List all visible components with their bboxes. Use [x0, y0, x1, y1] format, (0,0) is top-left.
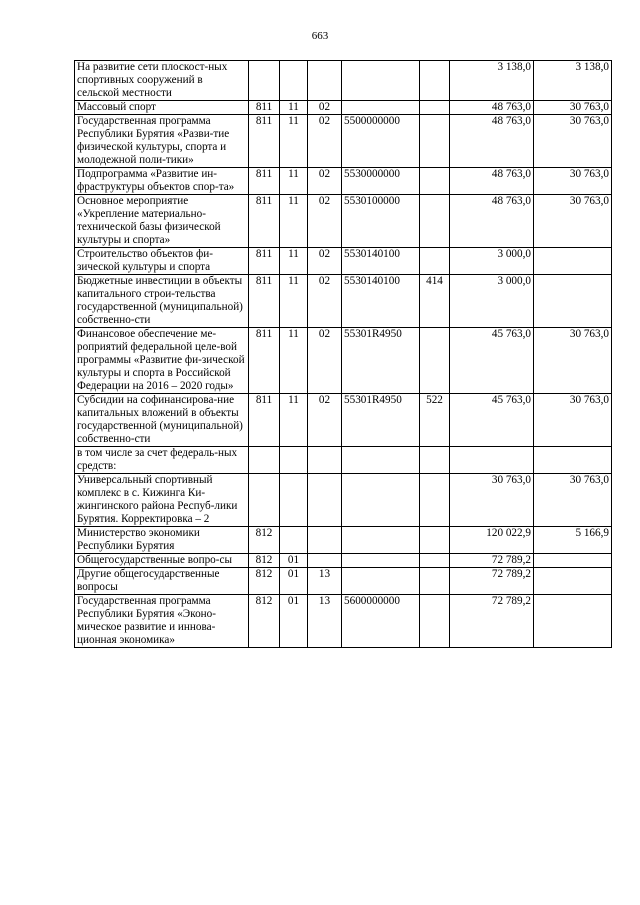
subsection-code-cell: 13 [308, 568, 342, 595]
table-row [75, 394, 612, 447]
amount-cell-2: 30 763,0 [534, 474, 612, 527]
amount-cell-2 [534, 275, 612, 328]
expense-type-cell [420, 195, 450, 248]
expense-type-cell [420, 248, 450, 275]
target-article-cell [342, 527, 420, 554]
section-code-cell: 11 [280, 328, 308, 394]
section-code-cell: 01 [280, 595, 308, 648]
amount-cell-2: 30 763,0 [534, 101, 612, 115]
expense-type-cell: 414 [420, 275, 450, 328]
section-code-cell: 11 [280, 275, 308, 328]
expense-type-cell [420, 568, 450, 595]
amount-cell-1: 3 000,0 [450, 248, 534, 275]
ministry-code-cell: 811 [249, 195, 280, 248]
row-name-cell: Министерство экономики Республики Бурятия [75, 527, 249, 554]
subsection-code-cell: 02 [308, 248, 342, 275]
subsection-code-cell: 02 [308, 168, 342, 195]
table-row [75, 527, 612, 554]
subsection-code-cell: 02 [308, 275, 342, 328]
expense-type-cell [420, 474, 450, 527]
budget-table [74, 60, 612, 648]
ministry-code-cell: 812 [249, 554, 280, 568]
subsection-code-cell: 02 [308, 394, 342, 447]
section-code-cell: 11 [280, 248, 308, 275]
target-article-cell: 55301R4950 [342, 394, 420, 447]
amount-cell-2: 30 763,0 [534, 394, 612, 447]
ministry-code-cell: 811 [249, 394, 280, 447]
table-row [75, 554, 612, 568]
target-article-cell: 5600000000 [342, 595, 420, 648]
section-code-cell [280, 447, 308, 474]
target-article-cell: 5530100000 [342, 195, 420, 248]
expense-type-cell [420, 101, 450, 115]
amount-cell-1: 48 763,0 [450, 168, 534, 195]
table-row [75, 101, 612, 115]
section-code-cell [280, 474, 308, 527]
section-code-cell: 11 [280, 168, 308, 195]
section-code-cell [280, 61, 308, 101]
amount-cell-1: 48 763,0 [450, 115, 534, 168]
table-row [75, 61, 612, 101]
expense-type-cell [420, 328, 450, 394]
ministry-code-cell: 812 [249, 595, 280, 648]
table-row [75, 595, 612, 648]
table-row [75, 328, 612, 394]
table-row [75, 568, 612, 595]
ministry-code-cell: 812 [249, 527, 280, 554]
amount-cell-1: 45 763,0 [450, 394, 534, 447]
row-name-cell: Общегосударственные вопро-сы [75, 554, 249, 568]
expense-type-cell [420, 554, 450, 568]
section-code-cell: 11 [280, 394, 308, 447]
row-name-cell: Субсидии на софинансирова-ние капитальных вложений в объекты государственной (муниципальной) собственно-сти [75, 394, 249, 447]
row-name-cell: Основное мероприятие «Укрепление материально-технической базы физической культуры и спорта» [75, 195, 249, 248]
section-code-cell: 11 [280, 101, 308, 115]
target-article-cell [342, 554, 420, 568]
target-article-cell [342, 568, 420, 595]
subsection-code-cell [308, 554, 342, 568]
amount-cell-1: 72 789,2 [450, 554, 534, 568]
table-row [75, 115, 612, 168]
table-row [75, 195, 612, 248]
ministry-code-cell: 811 [249, 275, 280, 328]
row-name-cell: На развитие сети плоскост-ных спортивных сооружений в сельской местности [75, 61, 249, 101]
ministry-code-cell: 811 [249, 168, 280, 195]
row-name-cell: Подпрограмма «Развитие ин-фраструктуры объектов спор-та» [75, 168, 249, 195]
target-article-cell: 5530000000 [342, 168, 420, 195]
subsection-code-cell: 02 [308, 101, 342, 115]
subsection-code-cell [308, 527, 342, 554]
ministry-code-cell: 811 [249, 248, 280, 275]
ministry-code-cell [249, 61, 280, 101]
expense-type-cell [420, 527, 450, 554]
amount-cell-2: 30 763,0 [534, 168, 612, 195]
target-article-cell [342, 447, 420, 474]
expense-type-cell [420, 168, 450, 195]
section-code-cell [280, 527, 308, 554]
amount-cell-1 [450, 447, 534, 474]
amount-cell-1: 72 789,2 [450, 595, 534, 648]
amount-cell-2: 30 763,0 [534, 115, 612, 168]
amount-cell-1: 72 789,2 [450, 568, 534, 595]
target-article-cell: 5500000000 [342, 115, 420, 168]
row-name-cell: Другие общегосударственные вопросы [75, 568, 249, 595]
ministry-code-cell: 812 [249, 568, 280, 595]
target-article-cell [342, 474, 420, 527]
subsection-code-cell [308, 474, 342, 527]
table-row [75, 168, 612, 195]
amount-cell-2 [534, 595, 612, 648]
ministry-code-cell: 811 [249, 101, 280, 115]
row-name-cell: Строительство объектов фи-зической культуры и спорта [75, 248, 249, 275]
amount-cell-1: 3 000,0 [450, 275, 534, 328]
subsection-code-cell: 02 [308, 115, 342, 168]
section-code-cell: 01 [280, 568, 308, 595]
table-row [75, 275, 612, 328]
amount-cell-2 [534, 248, 612, 275]
subsection-code-cell [308, 61, 342, 101]
amount-cell-2 [534, 447, 612, 474]
amount-cell-2: 5 166,9 [534, 527, 612, 554]
amount-cell-1: 120 022,9 [450, 527, 534, 554]
table-row [75, 248, 612, 275]
ministry-code-cell [249, 474, 280, 527]
amount-cell-2: 30 763,0 [534, 195, 612, 248]
page-number: 663 [311, 30, 329, 42]
expense-type-cell [420, 447, 450, 474]
subsection-code-cell [308, 447, 342, 474]
amount-cell-2: 30 763,0 [534, 328, 612, 394]
amount-cell-1: 45 763,0 [450, 328, 534, 394]
target-article-cell: 55301R4950 [342, 328, 420, 394]
amount-cell-1: 48 763,0 [450, 101, 534, 115]
amount-cell-2 [534, 554, 612, 568]
ministry-code-cell: 811 [249, 328, 280, 394]
row-name-cell: в том числе за счет федераль-ных средств: [75, 447, 249, 474]
table-row [75, 474, 612, 527]
ministry-code-cell [249, 447, 280, 474]
row-name-cell: Массовый спорт [75, 101, 249, 115]
row-name-cell: Финансовое обеспечение ме-роприятий федеральной целе-вой программы «Развитие фи-зической культуры и спорта в Российской Федерации на 2016 – 2020 годы» [75, 328, 249, 394]
target-article-cell [342, 61, 420, 101]
expense-type-cell: 522 [420, 394, 450, 447]
amount-cell-1: 30 763,0 [450, 474, 534, 527]
target-article-cell [342, 101, 420, 115]
section-code-cell: 01 [280, 554, 308, 568]
expense-type-cell [420, 61, 450, 101]
row-name-cell: Государственная программа Республики Бурятия «Эконо-мическое развитие и иннова-ционная экономика» [75, 595, 249, 648]
section-code-cell: 11 [280, 195, 308, 248]
amount-cell-2 [534, 568, 612, 595]
row-name-cell: Бюджетные инвестиции в объекты капитального строи-тельства государственной (муниципальной) собственно-сти [75, 275, 249, 328]
target-article-cell: 5530140100 [342, 275, 420, 328]
subsection-code-cell: 02 [308, 195, 342, 248]
row-name-cell: Универсальный спортивный комплекс в с. Кижинга Ки-жингинского района Респуб-лики Бурятия. Корректировка – 2 [75, 474, 249, 527]
table-body [75, 61, 612, 648]
amount-cell-2: 3 138,0 [534, 61, 612, 101]
expense-type-cell [420, 595, 450, 648]
expense-type-cell [420, 115, 450, 168]
target-article-cell: 5530140100 [342, 248, 420, 275]
amount-cell-1: 3 138,0 [450, 61, 534, 101]
subsection-code-cell: 02 [308, 328, 342, 394]
subsection-code-cell: 13 [308, 595, 342, 648]
row-name-cell: Государственная программа Республики Бурятия «Разви-тие физической культуры, спорта и молодежной поли-тики» [75, 115, 249, 168]
amount-cell-1: 48 763,0 [450, 195, 534, 248]
section-code-cell: 11 [280, 115, 308, 168]
ministry-code-cell: 811 [249, 115, 280, 168]
table-row [75, 447, 612, 474]
